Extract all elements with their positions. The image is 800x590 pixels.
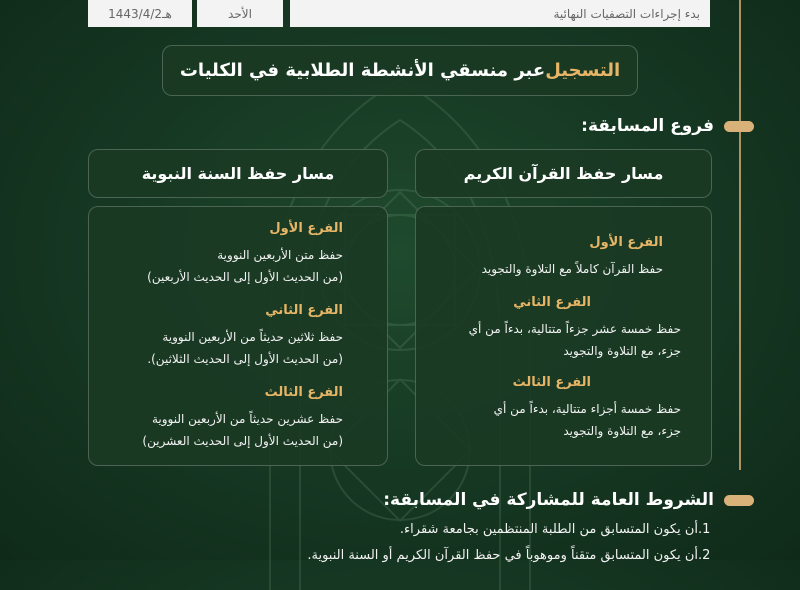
timeline-line — [739, 0, 741, 470]
sunnah-branch-1 — [93, 221, 343, 288]
registration-text: عبر منسقي الأنشطة الطلابية في الكليات — [179, 60, 546, 81]
quran-track-body — [415, 206, 712, 466]
quran-track-header — [415, 149, 712, 198]
condition-text: أن يكون المتسابق متقناً وموهوباً في حفظ القرآن الكريم أو السنة النبوية. — [307, 548, 698, 563]
heading-marker — [724, 121, 754, 132]
quran-branch-2 — [421, 295, 681, 362]
schedule-step-text: بدء إجراءات التصفيات النهائية — [553, 6, 700, 21]
condition-number: 1. — [698, 522, 711, 537]
branch-desc: (من الحديث الأول إلى الحديث العشرين) — [142, 434, 343, 448]
schedule-date-cell — [88, 0, 192, 27]
schedule-day-cell — [197, 0, 283, 27]
branch-desc: حفظ ثلاثين حديثاً من الأربعين النووية — [162, 330, 343, 344]
branches-heading-text: فروع المسابقة: — [581, 116, 714, 136]
registration-highlight: التسجيل — [545, 60, 621, 81]
branch-title: الفرع الأول — [589, 235, 663, 250]
schedule-day-text: الأحد — [228, 6, 252, 21]
branch-desc: (من الحديث الأول إلى الحديث الأربعين) — [147, 270, 343, 284]
condition-number: 2. — [698, 548, 711, 563]
branch-title: الفرع الأول — [269, 221, 343, 236]
branch-title: الفرع الثاني — [513, 295, 591, 310]
branch-title: الفرع الثاني — [265, 303, 343, 318]
sunnah-track-title: مسار حفظ السنة النبوية — [141, 164, 335, 183]
sunnah-track-header — [88, 149, 388, 198]
registration-box — [162, 45, 638, 96]
quran-track-title: مسار حفظ القرآن الكريم — [463, 164, 664, 183]
conditions-heading — [383, 490, 754, 510]
branch-desc: (من الحديث الأول إلى الحديث الثلاثين). — [147, 352, 343, 366]
schedule-date-text: 1443/4/2هـ — [108, 6, 172, 21]
condition-item-1 — [400, 522, 728, 537]
branch-title: الفرع الثالث — [512, 375, 591, 390]
branch-desc: حفظ خمسة أجزاء متتالية، بدءاً من أي — [493, 402, 681, 416]
branch-desc: حفظ عشرين حديثاً من الأربعين النووية — [151, 412, 343, 426]
branch-desc: جزء، مع التلاوة والتجويد — [563, 344, 681, 358]
condition-item-2 — [307, 548, 728, 563]
branches-heading — [581, 116, 754, 136]
heading-marker — [724, 495, 754, 506]
sunnah-branch-2 — [93, 303, 343, 370]
branch-desc: حفظ خمسة عشر جزءاً متتالية، بدءاً من أي — [468, 322, 681, 336]
sunnah-branch-3 — [93, 385, 343, 452]
quran-branch-1 — [423, 235, 663, 280]
conditions-heading-text: الشروط العامة للمشاركة في المسابقة: — [383, 490, 714, 510]
branch-desc: حفظ متن الأربعين النووية — [217, 248, 343, 262]
branch-title: الفرع الثالث — [264, 385, 343, 400]
schedule-step-cell — [290, 0, 710, 27]
sunnah-track-body — [88, 206, 388, 466]
branch-desc: جزء، مع التلاوة والتجويد — [563, 424, 681, 438]
quran-branch-3 — [421, 375, 681, 442]
branch-desc: حفظ القرآن كاملاً مع التلاوة والتجويد — [481, 262, 663, 276]
condition-text: أن يكون المتسابق من الطلبة المنتظمين بجامعة شقراء. — [399, 522, 698, 537]
